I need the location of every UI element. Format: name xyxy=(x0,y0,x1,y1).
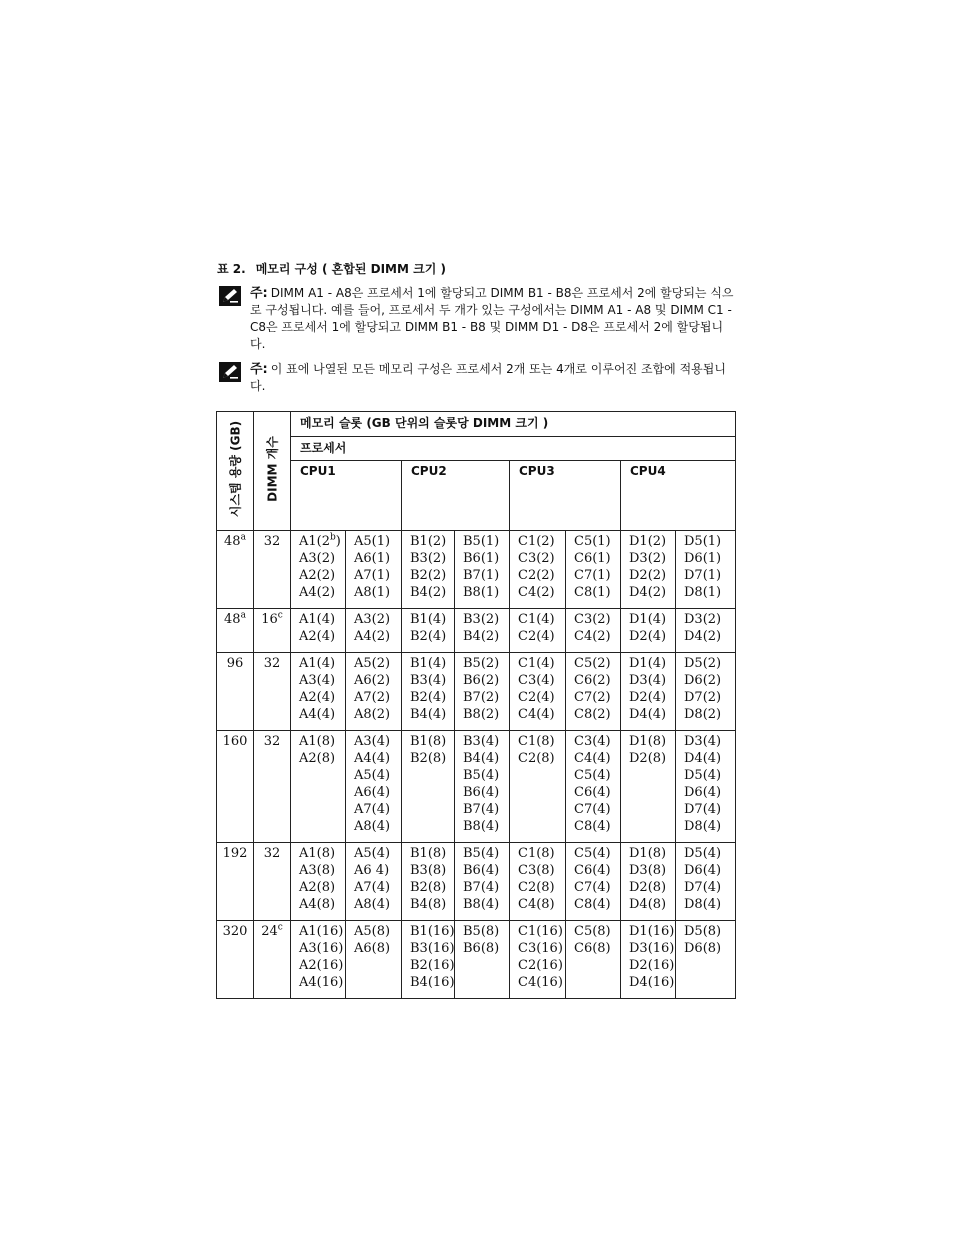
slot-entry: B6(8) xyxy=(463,941,500,956)
note-label: 주: xyxy=(250,286,268,301)
slot-entry: A1(16) xyxy=(299,924,344,939)
slot-entry: D4(4) xyxy=(629,707,667,722)
slot-entry: C6(1) xyxy=(574,551,611,566)
slot-entry: B1(8) xyxy=(410,846,447,861)
slot-cell xyxy=(291,843,346,921)
slot-entry: A5(1) xyxy=(354,534,391,549)
slot-entry: B2(16) xyxy=(410,958,455,973)
slot-entry: C6(2) xyxy=(574,673,611,688)
dimm-count-cell: 24$^c$ xyxy=(254,921,291,999)
slot-entry: C5(4) xyxy=(574,846,611,861)
slot-entry: D1(8) xyxy=(629,734,667,749)
slot-entry: C3(8) xyxy=(518,863,555,878)
slot-entry: D2(8) xyxy=(629,880,667,895)
slot-cell xyxy=(455,531,510,609)
slot-entry: C4(4) xyxy=(574,751,611,766)
slot-cell xyxy=(402,843,455,921)
slot-cell xyxy=(566,653,621,731)
slot-entry: D4(8) xyxy=(629,897,667,912)
slot-entry: A4(4) xyxy=(354,751,391,766)
slot-cell xyxy=(455,731,510,843)
slot-cell xyxy=(566,609,621,653)
slot-entry: B2(4) xyxy=(410,690,447,705)
slot-entry: A4(2) xyxy=(299,585,336,600)
slot-entry: A4(16) xyxy=(299,975,344,990)
slot-entry: C6(4) xyxy=(574,863,611,878)
slot-entry: C7(1) xyxy=(574,568,611,583)
slot-entry: D1(4) xyxy=(629,612,667,627)
slot-cell xyxy=(510,531,566,609)
slot-entry: A8(1) xyxy=(354,585,391,600)
slot-entry: A4(4) xyxy=(299,707,336,722)
slot-entry: D5(4) xyxy=(684,846,722,861)
slot-entry: B8(2) xyxy=(463,707,500,722)
slot-entry: C8(1) xyxy=(574,585,611,600)
slot-entry: B7(4) xyxy=(463,802,500,817)
slot-entry: D6(8) xyxy=(684,941,722,956)
dimm-count-cell: 32 xyxy=(254,653,291,731)
slot-entry: A4(2) xyxy=(354,629,391,644)
footnote-marker: c xyxy=(277,610,283,621)
slot-cell xyxy=(291,609,346,653)
slot-entry: A2(16) xyxy=(299,958,344,973)
dimm-count-cell: 32 xyxy=(254,843,291,921)
slot-entry: C2(4) xyxy=(518,629,555,644)
slot-cell xyxy=(346,531,402,609)
slot-entry: A5(4) xyxy=(354,768,391,783)
slot-entry: C4(4) xyxy=(518,707,555,722)
slot-entry: C8(4) xyxy=(574,897,611,912)
slot-cell xyxy=(346,653,402,731)
slot-entry: D8(4) xyxy=(684,897,722,912)
header-cpu2: CPU2 xyxy=(402,461,510,531)
slot-entry: D1(4) xyxy=(629,656,667,671)
slot-cell xyxy=(566,731,621,843)
slot-entry: B4(8) xyxy=(410,897,447,912)
slot-cell xyxy=(566,843,621,921)
dimm-count-cell: 32 xyxy=(254,531,291,609)
table-row xyxy=(217,843,736,921)
slot-cell xyxy=(291,921,346,999)
slot-entry: C5(1) xyxy=(574,534,611,549)
slot-entry: B5(4) xyxy=(463,768,500,783)
slot-cell xyxy=(676,653,736,731)
slot-entry: B6(1) xyxy=(463,551,500,566)
slot-entry: B1(4) xyxy=(410,656,447,671)
slot-entry: D3(2) xyxy=(684,612,722,627)
slot-entry: D5(1) xyxy=(684,534,722,549)
slot-cell xyxy=(566,531,621,609)
slot-cell xyxy=(402,531,455,609)
slot-entry: B1(16) xyxy=(410,924,455,939)
slot-entry: B4(4) xyxy=(410,707,447,722)
memory-config-table xyxy=(216,411,736,999)
slot-entry: B6(2) xyxy=(463,673,500,688)
slot-entry: C8(4) xyxy=(574,819,611,834)
note-label: 주: xyxy=(250,362,268,377)
slot-entry: B4(2) xyxy=(463,629,500,644)
slot-entry: B1(8) xyxy=(410,734,447,749)
slot-entry: B4(16) xyxy=(410,975,455,990)
table-row xyxy=(217,731,736,843)
slot-entry: B2(8) xyxy=(410,751,447,766)
slot-entry: A1(2$^b$) xyxy=(299,532,341,549)
slot-entry: D2(4) xyxy=(629,690,667,705)
slot-entry: B4(2) xyxy=(410,585,447,600)
slot-entry: C1(16) xyxy=(518,924,563,939)
slot-entry: C1(8) xyxy=(518,734,555,749)
slot-cell xyxy=(455,921,510,999)
header-dimm-count: DIMM 개수 xyxy=(254,412,291,531)
footnote-marker: b xyxy=(330,532,336,543)
slot-cell xyxy=(621,531,676,609)
slot-entry: B7(4) xyxy=(463,880,500,895)
table-number: 표 2. xyxy=(217,262,246,276)
slot-entry: A8(4) xyxy=(354,819,391,834)
header-cpu3: CPU3 xyxy=(510,461,621,531)
slot-entry: C4(2) xyxy=(574,629,611,644)
system-capacity-cell: 320 xyxy=(217,921,254,999)
slot-cell xyxy=(510,843,566,921)
slot-entry: D7(2) xyxy=(684,690,722,705)
slot-entry: D3(4) xyxy=(684,734,722,749)
footnote-marker: a xyxy=(240,610,246,621)
slot-cell xyxy=(455,653,510,731)
slot-entry: A7(1) xyxy=(354,568,391,583)
slot-entry: B3(2) xyxy=(463,612,500,627)
slot-entry: A4(8) xyxy=(299,897,336,912)
slot-entry: B3(8) xyxy=(410,863,447,878)
slot-entry: D1(16) xyxy=(629,924,675,939)
slot-cell xyxy=(402,653,455,731)
pencil-note-icon xyxy=(219,286,241,306)
slot-entry: D3(8) xyxy=(629,863,667,878)
slot-entry: D4(2) xyxy=(629,585,667,600)
slot-entry: C2(8) xyxy=(518,751,555,766)
slot-entry: C1(4) xyxy=(518,656,555,671)
slot-entry: C7(4) xyxy=(574,802,611,817)
slot-entry: A6(4) xyxy=(354,785,391,800)
slot-entry: C4(8) xyxy=(518,897,555,912)
slot-entry: D5(2) xyxy=(684,656,722,671)
slot-entry: B2(2) xyxy=(410,568,447,583)
slot-entry: A1(4) xyxy=(299,612,336,627)
slot-cell xyxy=(291,731,346,843)
slot-entry: D3(2) xyxy=(629,551,667,566)
slot-entry: D1(8) xyxy=(629,846,667,861)
slot-entry: D2(16) xyxy=(629,958,675,973)
slot-entry: C5(8) xyxy=(574,924,611,939)
dimm-count-cell: 16$^c$ xyxy=(254,609,291,653)
slot-entry: A6(1) xyxy=(354,551,391,566)
note-2 xyxy=(219,361,735,395)
slot-entry: C7(2) xyxy=(574,690,611,705)
slot-entry: D6(4) xyxy=(684,785,722,800)
slot-entry: C2(16) xyxy=(518,958,563,973)
slot-entry: A2(8) xyxy=(299,880,336,895)
slot-entry: A6(2) xyxy=(354,673,391,688)
slot-entry: A6 4) xyxy=(354,863,390,878)
slot-entry: D3(16) xyxy=(629,941,675,956)
slot-cell xyxy=(621,921,676,999)
slot-entry: D8(2) xyxy=(684,707,722,722)
slot-entry: A7(4) xyxy=(354,880,391,895)
slot-entry: B6(4) xyxy=(463,863,500,878)
slot-entry: D1(2) xyxy=(629,534,667,549)
slot-cell xyxy=(346,609,402,653)
slot-entry: A5(2) xyxy=(354,656,391,671)
pencil-note-icon xyxy=(219,362,241,382)
slot-cell xyxy=(621,731,676,843)
slot-entry: B3(2) xyxy=(410,551,447,566)
slot-entry: A6(8) xyxy=(354,941,391,956)
slot-entry: B4(4) xyxy=(463,751,500,766)
slot-entry: B5(2) xyxy=(463,656,500,671)
slot-cell xyxy=(676,531,736,609)
slot-cell xyxy=(676,609,736,653)
slot-entry: B6(4) xyxy=(463,785,500,800)
slot-cell xyxy=(621,609,676,653)
slot-entry: A7(4) xyxy=(354,802,391,817)
slot-entry: D6(1) xyxy=(684,551,722,566)
slot-entry: A2(4) xyxy=(299,629,336,644)
slot-entry: A8(2) xyxy=(354,707,391,722)
slot-entry: B5(1) xyxy=(463,534,500,549)
slot-entry: B1(2) xyxy=(410,534,447,549)
slot-entry: D4(2) xyxy=(684,629,722,644)
slot-entry: C1(2) xyxy=(518,534,555,549)
slot-entry: B8(1) xyxy=(463,585,500,600)
slot-entry: A2(2) xyxy=(299,568,336,583)
slot-entry: B3(4) xyxy=(463,734,500,749)
table-row xyxy=(217,609,736,653)
slot-entry: C7(4) xyxy=(574,880,611,895)
header-cpu1: CPU1 xyxy=(291,461,402,531)
slot-entry: C5(4) xyxy=(574,768,611,783)
slot-entry: B7(1) xyxy=(463,568,500,583)
slot-cell xyxy=(346,843,402,921)
slot-entry: C3(4) xyxy=(574,734,611,749)
slot-cell xyxy=(621,653,676,731)
slot-entry: D6(4) xyxy=(684,863,722,878)
slot-cell xyxy=(291,653,346,731)
slot-entry: D7(4) xyxy=(684,880,722,895)
slot-cell xyxy=(455,609,510,653)
system-capacity-cell: 192 xyxy=(217,843,254,921)
slot-entry: C2(8) xyxy=(518,880,555,895)
slot-entry: B5(8) xyxy=(463,924,500,939)
system-capacity-cell: 96 xyxy=(217,653,254,731)
table-row xyxy=(217,531,736,609)
slot-entry: D2(8) xyxy=(629,751,667,766)
slot-entry: B3(4) xyxy=(410,673,447,688)
slot-entry: C1(4) xyxy=(518,612,555,627)
slot-cell xyxy=(621,843,676,921)
slot-entry: C6(4) xyxy=(574,785,611,800)
system-capacity-cell: 48$^a$ xyxy=(217,531,254,609)
slot-entry: D4(16) xyxy=(629,975,675,990)
table-row xyxy=(217,653,736,731)
slot-entry: D7(1) xyxy=(684,568,722,583)
slot-entry: D2(4) xyxy=(629,629,667,644)
header-cpu4: CPU4 xyxy=(621,461,736,531)
footnote-marker: a xyxy=(240,532,246,543)
slot-entry: A2(4) xyxy=(299,690,336,705)
slot-entry: A3(2) xyxy=(354,612,391,627)
slot-entry: C4(16) xyxy=(518,975,563,990)
slot-entry: A1(8) xyxy=(299,734,336,749)
slot-cell xyxy=(346,731,402,843)
slot-entry: C3(4) xyxy=(518,673,555,688)
slot-cell xyxy=(676,921,736,999)
note-1 xyxy=(219,285,735,353)
note-text: 이 표에 나열된 모든 메모리 구성은 프로세서 2개 또는 4개로 이루어진 조합에 적용됩니다. xyxy=(250,362,726,393)
slot-entry: C4(2) xyxy=(518,585,555,600)
slot-entry: C8(2) xyxy=(574,707,611,722)
slot-entry: A2(8) xyxy=(299,751,336,766)
slot-cell xyxy=(510,921,566,999)
slot-cell xyxy=(291,531,346,609)
slot-entry: A5(4) xyxy=(354,846,391,861)
slot-entry: B5(4) xyxy=(463,846,500,861)
slot-entry: C6(8) xyxy=(574,941,611,956)
slot-entry: B8(4) xyxy=(463,897,500,912)
slot-cell xyxy=(402,731,455,843)
header-processor: 프로세서 xyxy=(291,437,736,461)
slot-entry: C2(2) xyxy=(518,568,555,583)
footnote-marker: c xyxy=(277,922,283,933)
header-memory-slots: 메모리 슬롯 (GB 단위의 슬롯당 DIMM 크기 ) xyxy=(291,412,736,437)
system-capacity-cell: 48$^a$ xyxy=(217,609,254,653)
slot-cell xyxy=(510,653,566,731)
slot-cell xyxy=(676,843,736,921)
table-caption xyxy=(217,260,446,277)
slot-entry: A3(4) xyxy=(299,673,336,688)
slot-cell xyxy=(402,609,455,653)
slot-entry: A3(8) xyxy=(299,863,336,878)
slot-entry: B1(4) xyxy=(410,612,447,627)
slot-entry: D5(4) xyxy=(684,768,722,783)
slot-cell xyxy=(566,921,621,999)
slot-entry: C3(2) xyxy=(574,612,611,627)
note-text: DIMM A1 - A8은 프로세서 1에 할당되고 DIMM B1 - B8은 프로세서 2에 할당되는 식으로 구성됩니다. 예를 들어, 프로세서 두 개가 있는 구성에서는 DIMM A1 - A8 및 DIMM C1 - C8은 프로세서 1에 할당되고 DIMM B1 - B8 및 DIMM D1 - D8은 프로세서 2에 할당됩니다. xyxy=(250,286,734,351)
table-row xyxy=(217,921,736,999)
slot-entry: B3(16) xyxy=(410,941,455,956)
slot-cell xyxy=(676,731,736,843)
slot-entry: B2(8) xyxy=(410,880,447,895)
slot-entry: C3(2) xyxy=(518,551,555,566)
table-title: 메모리 구성 ( 혼합된 DIMM 크기 ) xyxy=(255,262,446,276)
slot-cell xyxy=(510,609,566,653)
slot-entry: C2(4) xyxy=(518,690,555,705)
slot-entry: A3(16) xyxy=(299,941,344,956)
slot-entry: D3(4) xyxy=(629,673,667,688)
slot-entry: D2(2) xyxy=(629,568,667,583)
slot-entry: A8(4) xyxy=(354,897,391,912)
slot-entry: D7(4) xyxy=(684,802,722,817)
slot-entry: B7(2) xyxy=(463,690,500,705)
slot-entry: A3(2) xyxy=(299,551,336,566)
slot-cell xyxy=(402,921,455,999)
system-capacity-cell: 160 xyxy=(217,731,254,843)
dimm-count-cell: 32 xyxy=(254,731,291,843)
slot-entry: D8(4) xyxy=(684,819,722,834)
slot-entry: C5(2) xyxy=(574,656,611,671)
slot-cell xyxy=(346,921,402,999)
slot-entry: C1(8) xyxy=(518,846,555,861)
slot-entry: A3(4) xyxy=(354,734,391,749)
slot-entry: A5(8) xyxy=(354,924,391,939)
slot-entry: B8(4) xyxy=(463,819,500,834)
slot-entry: D4(4) xyxy=(684,751,722,766)
slot-entry: D5(8) xyxy=(684,924,722,939)
slot-cell xyxy=(455,843,510,921)
slot-entry: C3(16) xyxy=(518,941,563,956)
header-system-capacity: 시스템 용량 (GB) xyxy=(217,412,254,531)
slot-entry: A1(4) xyxy=(299,656,336,671)
slot-entry: A1(8) xyxy=(299,846,336,861)
slot-entry: B2(4) xyxy=(410,629,447,644)
slot-cell xyxy=(510,731,566,843)
slot-entry: A7(2) xyxy=(354,690,391,705)
slot-entry: D6(2) xyxy=(684,673,722,688)
slot-entry: D8(1) xyxy=(684,585,722,600)
